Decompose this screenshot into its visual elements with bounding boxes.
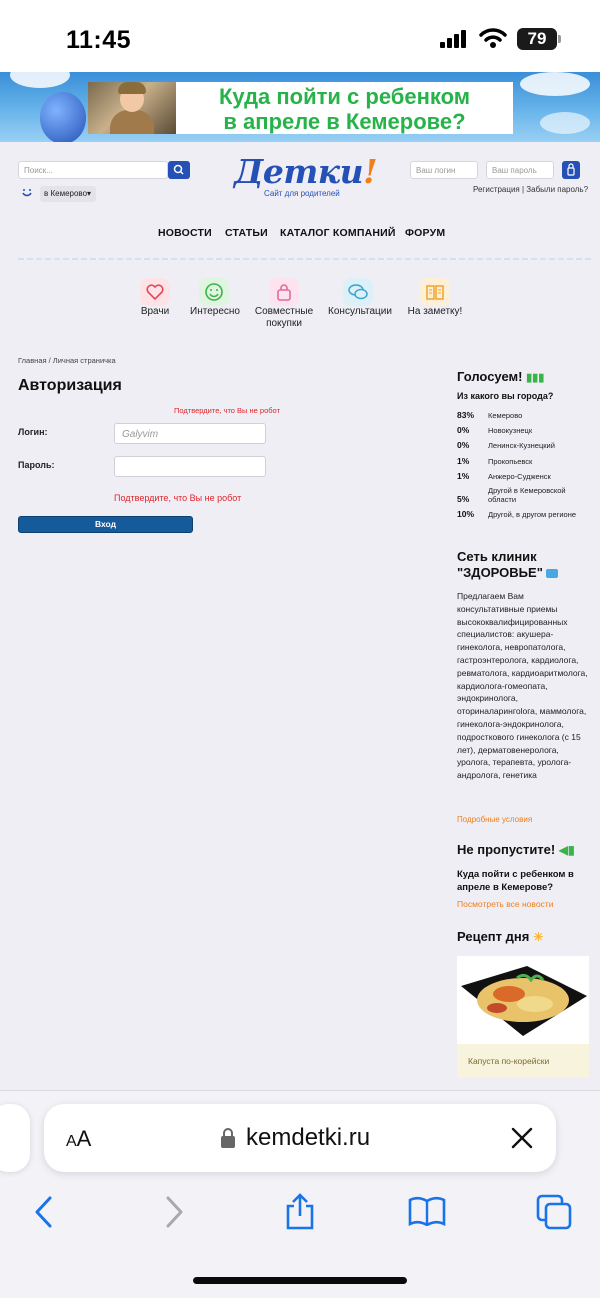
lock-icon bbox=[562, 161, 580, 179]
news-item-link[interactable]: Куда пойти с ребенком в апреле в Кемерове? bbox=[457, 869, 574, 893]
news-title-text: Не пропустите! bbox=[457, 842, 556, 857]
nav-news[interactable]: НОВОСТИ bbox=[158, 227, 212, 239]
nav-divider bbox=[18, 258, 592, 260]
recipe-caption[interactable]: Капуста по-корейски bbox=[457, 1044, 589, 1078]
reader-aa-button[interactable] bbox=[66, 1126, 91, 1152]
forward-icon[interactable] bbox=[164, 1196, 184, 1228]
sun-icon: ☀ bbox=[532, 930, 544, 944]
previous-tab-card[interactable] bbox=[0, 1104, 30, 1172]
clock: 11:45 bbox=[66, 26, 132, 54]
poll-pct: 0% bbox=[457, 440, 470, 450]
recipe-image[interactable] bbox=[457, 956, 589, 1044]
breadcrumb[interactable]: Главная / Личная страничка bbox=[18, 356, 116, 365]
chat-icon[interactable] bbox=[343, 278, 373, 306]
poll-option[interactable]: Анжеро-Судженск bbox=[488, 472, 551, 481]
poll-option[interactable]: Новокузнецк bbox=[488, 426, 533, 435]
megaphone-icon: ◀▮ bbox=[558, 843, 575, 857]
banner-headline[interactable] bbox=[176, 82, 513, 134]
poll-pct: 1% bbox=[457, 471, 470, 481]
clinic-details-link[interactable]: Подробные условия bbox=[457, 815, 533, 824]
bar-chart-icon: ▮▮▮ bbox=[526, 372, 545, 384]
search-input[interactable]: Поиск... bbox=[18, 161, 168, 179]
password-label: Пароль: bbox=[18, 460, 55, 470]
poll-pct: 10% bbox=[457, 509, 475, 519]
all-news-link[interactable]: Посмотреть все новости bbox=[457, 899, 554, 909]
poll-option[interactable]: Прокопьевск bbox=[488, 457, 533, 466]
page-title: Авторизация bbox=[18, 377, 122, 394]
login-submit-button[interactable]: Вход bbox=[18, 516, 193, 533]
battery-indicator: 79 bbox=[517, 28, 557, 50]
logo-exclamation: ! bbox=[363, 152, 378, 191]
category-interesting[interactable]: Интересно bbox=[190, 306, 240, 317]
register-forgot-links[interactable]: Регистрация | Забыли пароль? bbox=[473, 185, 589, 194]
poll-option[interactable]: Другой, в другом регионе bbox=[488, 510, 577, 519]
banner-line-2: в апреле в Кемерове? bbox=[223, 109, 466, 134]
search-icon bbox=[168, 161, 190, 179]
nav-catalog[interactable]: КАТАЛОГ КОМПАНИЙ bbox=[280, 227, 396, 239]
share-icon[interactable] bbox=[284, 1192, 316, 1230]
briefcase-icon bbox=[546, 569, 558, 578]
login-label: Логин: bbox=[18, 427, 48, 437]
category-doctors[interactable]: Врачи bbox=[140, 306, 170, 317]
login-field[interactable]: Galyvim bbox=[114, 423, 266, 444]
tabs-icon[interactable] bbox=[536, 1194, 572, 1230]
smile-icon[interactable] bbox=[199, 278, 229, 306]
nav-articles[interactable]: СТАТЬИ bbox=[225, 227, 268, 239]
news-title bbox=[457, 842, 575, 858]
poll-pct: 0% bbox=[457, 425, 470, 435]
recipe-title bbox=[457, 929, 544, 945]
city-select[interactable] bbox=[40, 186, 96, 202]
smile-icon bbox=[20, 187, 34, 201]
search-button[interactable] bbox=[168, 161, 190, 179]
home-indicator bbox=[193, 1277, 407, 1284]
aa-large: A bbox=[76, 1126, 92, 1151]
poll-pct: 1% bbox=[457, 456, 470, 466]
clinic-title-line-2-wrap bbox=[457, 565, 558, 581]
category-joint-purchases[interactable]: Совместные покупки bbox=[254, 306, 314, 329]
heart-icon[interactable] bbox=[140, 278, 170, 306]
city-value: в Кемерово bbox=[44, 189, 88, 198]
lock-icon bbox=[220, 1127, 236, 1149]
category-consultations[interactable]: Консультации bbox=[328, 306, 392, 317]
nav-forum[interactable]: ФОРУМ bbox=[405, 227, 446, 239]
aa-small: A bbox=[66, 1133, 77, 1150]
password-field[interactable] bbox=[114, 456, 266, 477]
header-login-button[interactable] bbox=[562, 161, 580, 179]
battery-tip bbox=[558, 35, 561, 43]
poll-option[interactable]: Кемерово bbox=[488, 411, 523, 420]
clinic-title-line-2: "ЗДОРОВЬЕ" bbox=[457, 565, 543, 580]
header-login-input[interactable]: Ваш логин bbox=[410, 161, 478, 179]
wifi-icon bbox=[479, 27, 507, 49]
balloon-image bbox=[40, 92, 86, 144]
cellular-signal-icon bbox=[440, 30, 468, 48]
category-notes[interactable]: На заметку! bbox=[407, 306, 463, 317]
back-icon[interactable] bbox=[34, 1196, 54, 1228]
site-logo[interactable] bbox=[234, 152, 377, 191]
poll-question: Из какого вы города? bbox=[457, 391, 554, 401]
logo-subtitle: Сайт для родителей bbox=[264, 189, 340, 198]
captcha-warning: Подтвердите, что Вы не робот bbox=[114, 493, 242, 503]
header-password-input[interactable]: Ваш пароль bbox=[486, 161, 554, 179]
banner-line-1: Куда пойти с ребенком bbox=[218, 84, 471, 109]
clinic-title-line-1: Сеть клиник bbox=[457, 549, 537, 564]
recipe-title-text: Рецепт дня bbox=[457, 929, 530, 944]
clinic-description: Предлагаем Вам консультативные приемы высококвалифицированных специалистов: акушера-гинеколога, невропатолога, гастроэнтеролога, кардиолога, ревматолога, кардиоаритмолога, кардиолога-гомеопата, эндокринолога, оториналарингolога, маммолога, гинеколога-эндокринолога, подросткового гинеколога (с 15 лет), дерматовенеролога, уролога, терапевта, уролога-андролога, генетика bbox=[457, 591, 588, 781]
poll-pct: 83% bbox=[457, 410, 475, 420]
chevron-down-icon: ▾ bbox=[87, 189, 92, 198]
poll-title-text: Голосуем! bbox=[457, 369, 523, 384]
captcha-warning-small: Подтвердите, что Вы не робот bbox=[174, 406, 280, 415]
bookmarks-icon[interactable] bbox=[408, 1196, 446, 1226]
bag-icon[interactable] bbox=[269, 278, 299, 306]
poll-option[interactable]: Другой в Кемеровской области bbox=[488, 486, 566, 504]
logo-text: Детки bbox=[234, 152, 364, 191]
notebook-icon[interactable] bbox=[420, 278, 450, 306]
url-text[interactable]: kemdetki.ru bbox=[246, 1124, 371, 1151]
poll-title bbox=[457, 369, 544, 386]
clinic-title bbox=[457, 549, 558, 581]
poll-pct: 5% bbox=[457, 494, 470, 504]
banner-photo bbox=[88, 82, 176, 134]
close-icon[interactable] bbox=[510, 1126, 534, 1150]
poll-option[interactable]: Ленинск-Кузнецкий bbox=[488, 441, 555, 450]
